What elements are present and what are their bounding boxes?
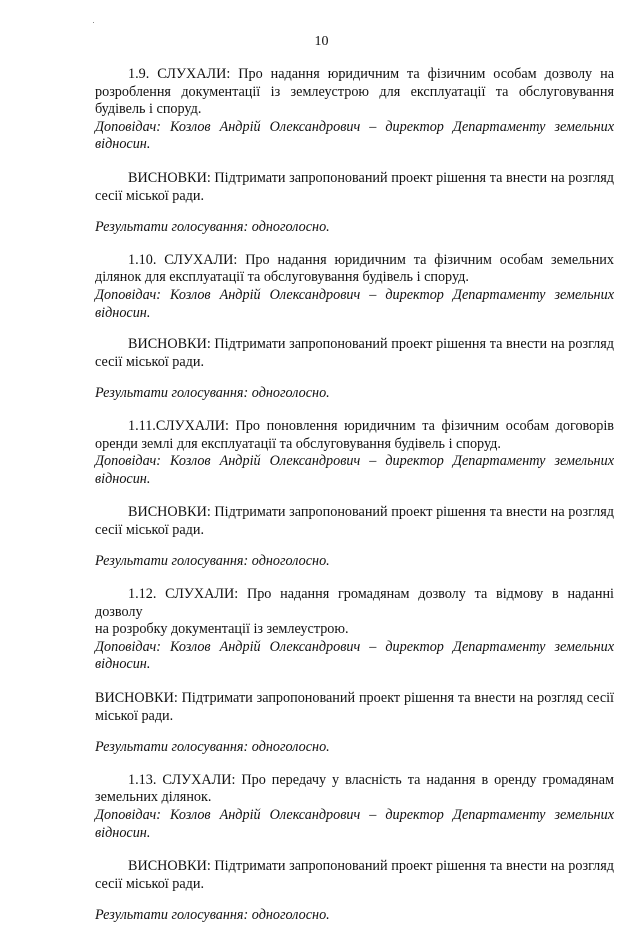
conclusion-text: ВИСНОВКИ: Підтримати запропонований проект рішення та внести на розгляд сесії міської ради. [95, 336, 614, 370]
document-body [95, 66, 614, 925]
agenda-item-1-12 [95, 586, 614, 757]
vote-result: Результати голосування: одноголосно. [95, 385, 330, 402]
vote-result: Результати голосування: одноголосно. [95, 553, 330, 570]
speaker-text: Доповідач: Козлов Андрій Олександрович – директор Департаменту земельних відносин. [95, 286, 614, 321]
speaker-text: Доповідач: Козлов Андрій Олександрович – директор Департаменту земельних відносин. [95, 638, 614, 673]
speaker-text: Доповідач: Козлов Андрій Олександрович – директор Департаменту земельних відносин. [95, 118, 614, 153]
speaker-text: Доповідач: Козлов Андрій Олександрович – директор Департаменту земельних відносин. [95, 453, 614, 487]
conclusion-text: ВИСНОВКИ: Підтримати запропонований проект рішення та внести на розгляд сесії міської ради. [95, 858, 614, 892]
heard-text-line2: на розробку документації із землеустрою. [95, 621, 349, 638]
agenda-item-1-11 [95, 418, 614, 571]
heard-text: 1.9. СЛУХАЛИ: Про надання юридичним та фізичним особам дозволу на розроблення документації із землеустрою для експлуатації та обслуговування будівель і споруд. [95, 66, 614, 118]
conclusion-text: ВИСНОВКИ: Підтримати запропонований проект рішення та внести на розгляд сесії міської ради. [95, 504, 614, 538]
vote-result: Результати голосування: одноголосно. [95, 739, 330, 756]
agenda-item-1-13 [95, 772, 614, 925]
vote-result: Результати голосування: одноголосно. [95, 219, 330, 236]
agenda-item-1-10 [95, 252, 614, 403]
heard-text: 1.13. СЛУХАЛИ: Про передачу у власність та надання в оренду громадянам земельних ділянок. [95, 771, 614, 806]
vote-result: Результати голосування: одноголосно. [95, 907, 330, 924]
conclusion-text: ВИСНОВКИ: Підтримати запропонований проект рішення та внести на розгляд сесії міської ради. [95, 169, 614, 204]
conclusion-text: ВИСНОВКИ: Підтримати запропонований проект рішення та внести на розгляд сесії міської ради. [95, 690, 614, 724]
speaker-text: Доповідач: Козлов Андрій Олександрович – директор Департаменту земельних відносин. [95, 807, 614, 841]
heard-text-line1: 1.12. СЛУХАЛИ: Про надання громадянам дозволу та відмову в наданні дозволу [95, 586, 614, 620]
scan-speck [93, 22, 94, 23]
agenda-item-1-9 [95, 66, 614, 237]
heard-text: 1.10. СЛУХАЛИ: Про надання юридичним та фізичним особам земельних ділянок для експлуатації та обслуговування будівель і споруд. [95, 251, 614, 286]
heard-text: 1.11.СЛУХАЛИ: Про поновлення юридичним та фізичним особам договорів оренди землі для експлуатації та обслуговування будівель і споруд. [95, 417, 614, 452]
page-number: 10 [314, 34, 329, 49]
